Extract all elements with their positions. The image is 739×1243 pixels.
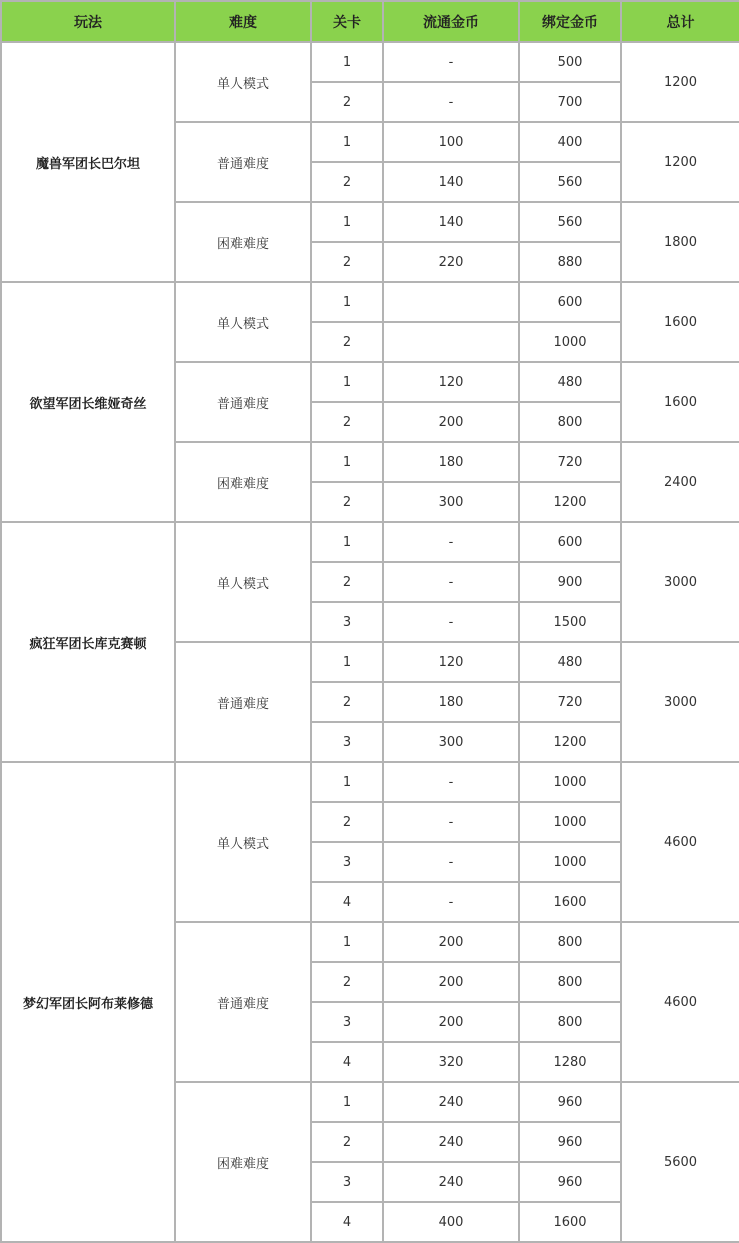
difficulty-cell: 困难难度: [175, 202, 311, 282]
bound-gold-cell: 560: [519, 162, 621, 202]
free-gold-cell: [383, 322, 519, 362]
mode-name-cell: 欲望军团长维娅奇丝: [1, 282, 175, 522]
bound-gold-cell: 1000: [519, 762, 621, 802]
bound-gold-cell: 1000: [519, 842, 621, 882]
total-cell: 4600: [621, 762, 739, 922]
bound-gold-cell: 700: [519, 82, 621, 122]
stage-cell: 4: [311, 1042, 383, 1082]
bound-gold-cell: 1200: [519, 722, 621, 762]
free-gold-cell: 140: [383, 162, 519, 202]
free-gold-cell: -: [383, 882, 519, 922]
free-gold-cell: 200: [383, 962, 519, 1002]
total-cell: 1800: [621, 202, 739, 282]
header-free-gold: 流通金币: [383, 1, 519, 42]
bound-gold-cell: 480: [519, 642, 621, 682]
table-row: [1, 522, 739, 562]
table-row: [1, 42, 739, 82]
difficulty-cell: 普通难度: [175, 122, 311, 202]
free-gold-cell: 240: [383, 1122, 519, 1162]
total-cell: 3000: [621, 642, 739, 762]
total-cell: 4600: [621, 922, 739, 1082]
bound-gold-cell: 720: [519, 682, 621, 722]
stage-cell: 2: [311, 962, 383, 1002]
table-header: [1, 1, 739, 42]
stage-cell: 1: [311, 522, 383, 562]
bound-gold-cell: 480: [519, 362, 621, 402]
stage-cell: 2: [311, 402, 383, 442]
table-row: [1, 282, 739, 322]
free-gold-cell: 200: [383, 1002, 519, 1042]
table-row: [1, 762, 739, 802]
bound-gold-cell: 1600: [519, 1202, 621, 1242]
bound-gold-cell: 720: [519, 442, 621, 482]
bound-gold-cell: 560: [519, 202, 621, 242]
difficulty-cell: 困难难度: [175, 1082, 311, 1242]
stage-cell: 2: [311, 242, 383, 282]
mode-name-cell: 梦幻军团长阿布莱修德: [1, 762, 175, 1242]
free-gold-cell: 100: [383, 122, 519, 162]
free-gold-cell: 300: [383, 482, 519, 522]
bound-gold-cell: 960: [519, 1122, 621, 1162]
total-cell: 1200: [621, 42, 739, 122]
free-gold-cell: 240: [383, 1082, 519, 1122]
stage-cell: 2: [311, 162, 383, 202]
free-gold-cell: -: [383, 42, 519, 82]
bound-gold-cell: 800: [519, 402, 621, 442]
bound-gold-cell: 1200: [519, 482, 621, 522]
bound-gold-cell: 500: [519, 42, 621, 82]
stage-cell: 1: [311, 202, 383, 242]
bound-gold-cell: 1600: [519, 882, 621, 922]
stage-cell: 3: [311, 1162, 383, 1202]
stage-cell: 2: [311, 482, 383, 522]
difficulty-cell: 单人模式: [175, 42, 311, 122]
difficulty-cell: 普通难度: [175, 922, 311, 1082]
free-gold-cell: 180: [383, 442, 519, 482]
bound-gold-cell: 600: [519, 522, 621, 562]
header-row: [1, 1, 739, 42]
free-gold-cell: -: [383, 842, 519, 882]
header-difficulty: 难度: [175, 1, 311, 42]
free-gold-cell: 300: [383, 722, 519, 762]
bound-gold-cell: 1280: [519, 1042, 621, 1082]
stage-cell: 1: [311, 282, 383, 322]
total-cell: 3000: [621, 522, 739, 642]
free-gold-cell: -: [383, 562, 519, 602]
free-gold-cell: -: [383, 82, 519, 122]
stage-cell: 2: [311, 802, 383, 842]
free-gold-cell: 320: [383, 1042, 519, 1082]
bound-gold-cell: 800: [519, 1002, 621, 1042]
table-body: [1, 42, 739, 1242]
stage-cell: 3: [311, 1002, 383, 1042]
bound-gold-cell: 400: [519, 122, 621, 162]
bound-gold-cell: 900: [519, 562, 621, 602]
stage-cell: 2: [311, 562, 383, 602]
header-total: 总计: [621, 1, 739, 42]
bound-gold-cell: 600: [519, 282, 621, 322]
difficulty-cell: 普通难度: [175, 362, 311, 442]
bound-gold-cell: 960: [519, 1162, 621, 1202]
bound-gold-cell: 800: [519, 962, 621, 1002]
total-cell: 5600: [621, 1082, 739, 1242]
stage-cell: 4: [311, 1202, 383, 1242]
bound-gold-cell: 960: [519, 1082, 621, 1122]
free-gold-cell: -: [383, 602, 519, 642]
difficulty-cell: 单人模式: [175, 762, 311, 922]
difficulty-cell: 普通难度: [175, 642, 311, 762]
difficulty-cell: 单人模式: [175, 522, 311, 642]
total-cell: 1200: [621, 122, 739, 202]
bound-gold-cell: 1000: [519, 322, 621, 362]
mode-name-cell: 疯狂军团长库克赛顿: [1, 522, 175, 762]
stage-cell: 3: [311, 842, 383, 882]
mode-name-cell: 魔兽军团长巴尔坦: [1, 42, 175, 282]
free-gold-cell: -: [383, 522, 519, 562]
stage-cell: 2: [311, 682, 383, 722]
stage-cell: 1: [311, 922, 383, 962]
free-gold-cell: 140: [383, 202, 519, 242]
header-stage: 关卡: [311, 1, 383, 42]
free-gold-cell: 120: [383, 362, 519, 402]
difficulty-cell: 单人模式: [175, 282, 311, 362]
stage-cell: 3: [311, 602, 383, 642]
bound-gold-cell: 880: [519, 242, 621, 282]
free-gold-cell: -: [383, 762, 519, 802]
stage-cell: 1: [311, 762, 383, 802]
header-bound-gold: 绑定金币: [519, 1, 621, 42]
total-cell: 1600: [621, 282, 739, 362]
free-gold-cell: 220: [383, 242, 519, 282]
free-gold-cell: 200: [383, 922, 519, 962]
stage-cell: 1: [311, 122, 383, 162]
header-mode: 玩法: [1, 1, 175, 42]
stage-cell: 3: [311, 722, 383, 762]
free-gold-cell: 400: [383, 1202, 519, 1242]
bound-gold-cell: 800: [519, 922, 621, 962]
free-gold-cell: [383, 282, 519, 322]
stage-cell: 1: [311, 1082, 383, 1122]
free-gold-cell: 120: [383, 642, 519, 682]
stage-cell: 2: [311, 82, 383, 122]
free-gold-cell: 180: [383, 682, 519, 722]
free-gold-cell: 200: [383, 402, 519, 442]
stage-cell: 2: [311, 322, 383, 362]
free-gold-cell: -: [383, 802, 519, 842]
difficulty-cell: 困难难度: [175, 442, 311, 522]
stage-cell: 4: [311, 882, 383, 922]
free-gold-cell: 240: [383, 1162, 519, 1202]
bound-gold-cell: 1000: [519, 802, 621, 842]
stage-cell: 1: [311, 442, 383, 482]
total-cell: 2400: [621, 442, 739, 522]
total-cell: 1600: [621, 362, 739, 442]
stage-cell: 2: [311, 1122, 383, 1162]
bound-gold-cell: 1500: [519, 602, 621, 642]
stage-cell: 1: [311, 362, 383, 402]
stage-cell: 1: [311, 642, 383, 682]
stage-cell: 1: [311, 42, 383, 82]
